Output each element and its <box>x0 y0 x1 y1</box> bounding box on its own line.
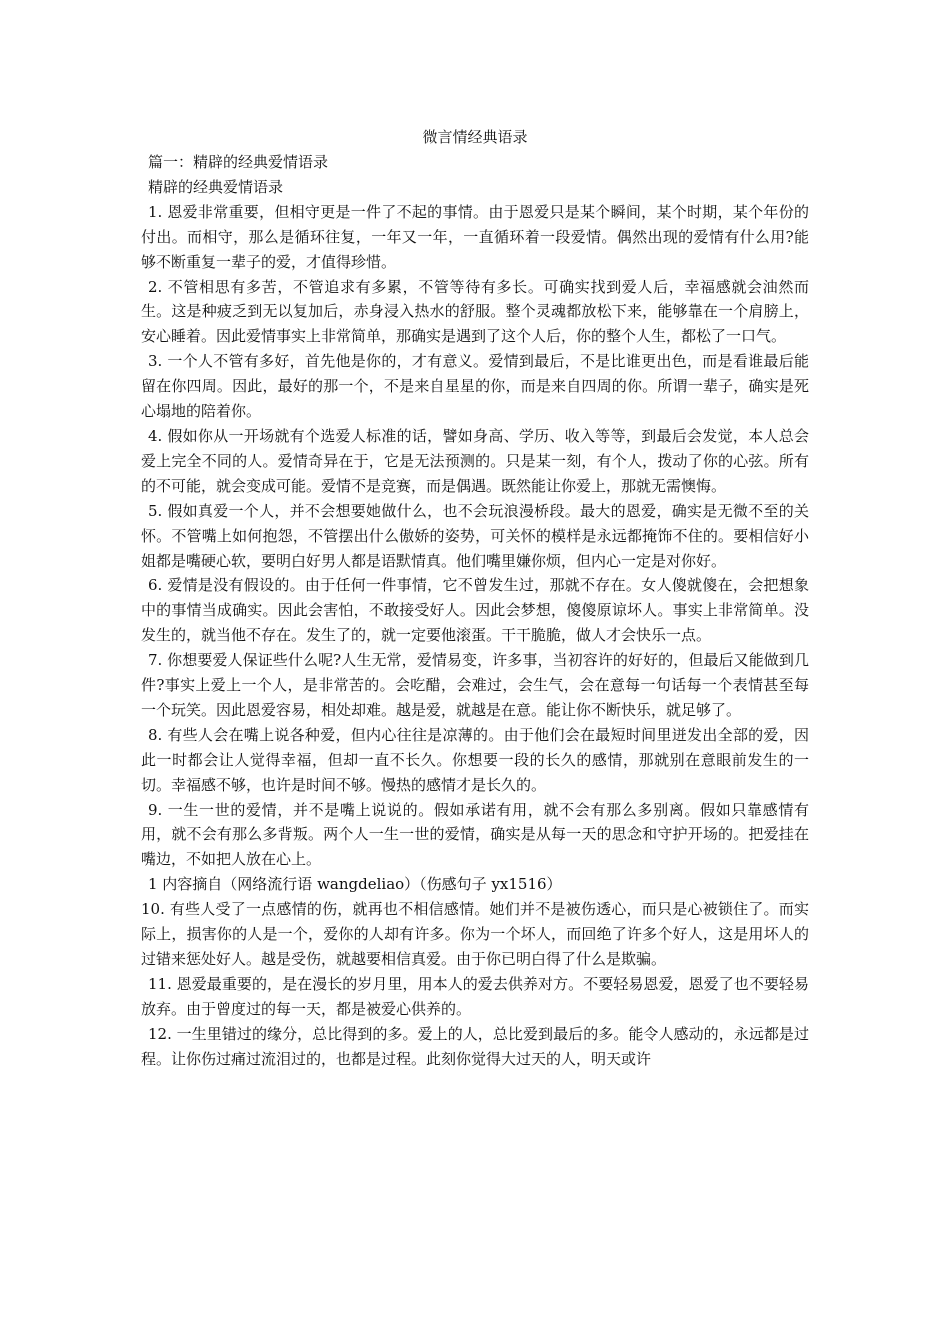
document-body <box>141 150 809 1072</box>
paragraph-2: 2. 不管相思有多苦，不管追求有多累，不管等待有多长。可确实找到爱人后，幸福感就会油然而生。这是种疲乏到无以复加后，赤身浸入热水的舒服。整个灵魂都放松下来，能够靠在一个肩膀上，安心睡着。因此爱情事实上非常简单，那确实是遇到了这个人后，你的整个人生，都松了一口气。 <box>141 277 809 346</box>
paragraph-10: 10. 有些人受了一点感情的伤，就再也不相信感情。她们并不是被伤透心，而只是心被锁住了。而实际上，损害你的人是一个，爱你的人却有许多。你为一个坏人，而回绝了许多个好人，这是用坏人的过错来惩处好人。越是受伤，就越要相信真爱。由于你已明白得了什么是欺骗。 <box>141 900 809 968</box>
paragraph-7: 7. 你想要爱人保证些什么呢?人生无常，爱情易变，许多事，当初容许的好好的，但最后又能做到几件?事实上爱上一个人，是非常苦的。会吃醋，会难过，会生气，会在意每一句话每一个表情甚至每一个玩笑。因此恩爱容易，相处却难。越是爱，就越是在意。能让你不断快乐，就足够了。 <box>141 651 809 719</box>
paragraph-9: 9. 一生一世的爱情，并不是嘴上说说的。假如承诺有用，就不会有那么多别离。假如只靠感情有用，就不会有那么多背叛。两个人一生一世的爱情，确实是从每一天的思念和守护开场的。把爱挂在嘴边，不如把人放在心上。 <box>141 800 809 869</box>
subsection-heading: 精辟的经典爱情语录 <box>148 177 284 196</box>
paragraph-1: 1. 恩爱非常重要，但相守更是一件了不起的事情。由于恩爱只是某个瞬间，某个时期，某个年份的付出。而相守，那么是循环往复，一年又一年，一直循环着一段爱情。偶然出现的爱情有什么用?能够不断重复一辈子的爱，才值得珍惜。 <box>141 202 809 271</box>
paragraph-11: 11. 恩爱最重要的，是在漫长的岁月里，用本人的爱去供养对方。不要轻易恩爱，恩爱了也不要轻易放弃。由于曾度过的每一天，都是被爱心供养的。 <box>141 974 809 1018</box>
section-heading: 篇一：精辟的经典爱情语录 <box>148 153 329 171</box>
source-note: 1 内容摘自（网络流行语 wangdeliao）（伤感句子 yx1516） <box>148 875 562 894</box>
paragraph-5: 5. 假如真爱一个人，并不会想要她做什么，也不会玩浪漫桥段。最大的恩爱，确实是无微不至的关怀。不管嘴上如何抱怨，不管摆出什么傲娇的姿势，可关怀的模样是永远都掩饰不住的。要相信好小姐都是嘴硬心软，要明白好男人都是语默情真。他们嘴里嫌你烦，但内心一定是对你好。 <box>141 501 809 570</box>
paragraph-3: 3. 一个人不管有多好，首先他是你的，才有意义。爱情到最后，不是比谁更出色，而是看谁最后能留在你四周。因此，最好的那一个，不是来自星星的你，而是来自四周的你。所谓一辈子，确实是死心塌地的陪着你。 <box>141 352 809 421</box>
paragraph-6: 6. 爱情是没有假设的。由于任何一件事情，它不曾发生过，那就不存在。女人傻就傻在，会把想象中的事情当成确实。因此会害怕，不敢接受好人。因此会梦想，傻傻原谅坏人。事实上非常简单。没发生的，就当他不存在。发生了的，就一定要他滚蛋。干干脆脆，做人才会快乐一点。 <box>141 576 809 645</box>
paragraph-8: 8. 有些人会在嘴上说各种爱，但内心往往是凉薄的。由于他们会在最短时间里迸发出全部的爱，因此一时都会让人觉得幸福，但却一直不长久。你想要一段的长久的感情，那就别在意眼前发生的一切。幸福感不够，也许是时间不够。慢热的感情才是长久的。 <box>141 725 809 794</box>
document-title: 微言情经典语录 <box>422 128 528 146</box>
paragraph-12: 12. 一生里错过的缘分，总比得到的多。爱上的人，总比爱到最后的多。能令人感动的，永远都是过程。让你伤过痛过流泪过的，也都是过程。此刻你觉得大过天的人，明天或许 <box>141 1024 809 1068</box>
paragraph-4: 4. 假如你从一开场就有个选爱人标准的话，譬如身高、学历、收入等等，到最后会发觉，本人总会爱上完全不同的人。爱情奇异在于，它是无法预测的。只是某一刻，有个人，拨动了你的心弦。所有的不可能，就会变成可能。爱情不是竞赛，而是偶遇。既然能让你爱上，那就无需懊悔。 <box>141 426 809 495</box>
